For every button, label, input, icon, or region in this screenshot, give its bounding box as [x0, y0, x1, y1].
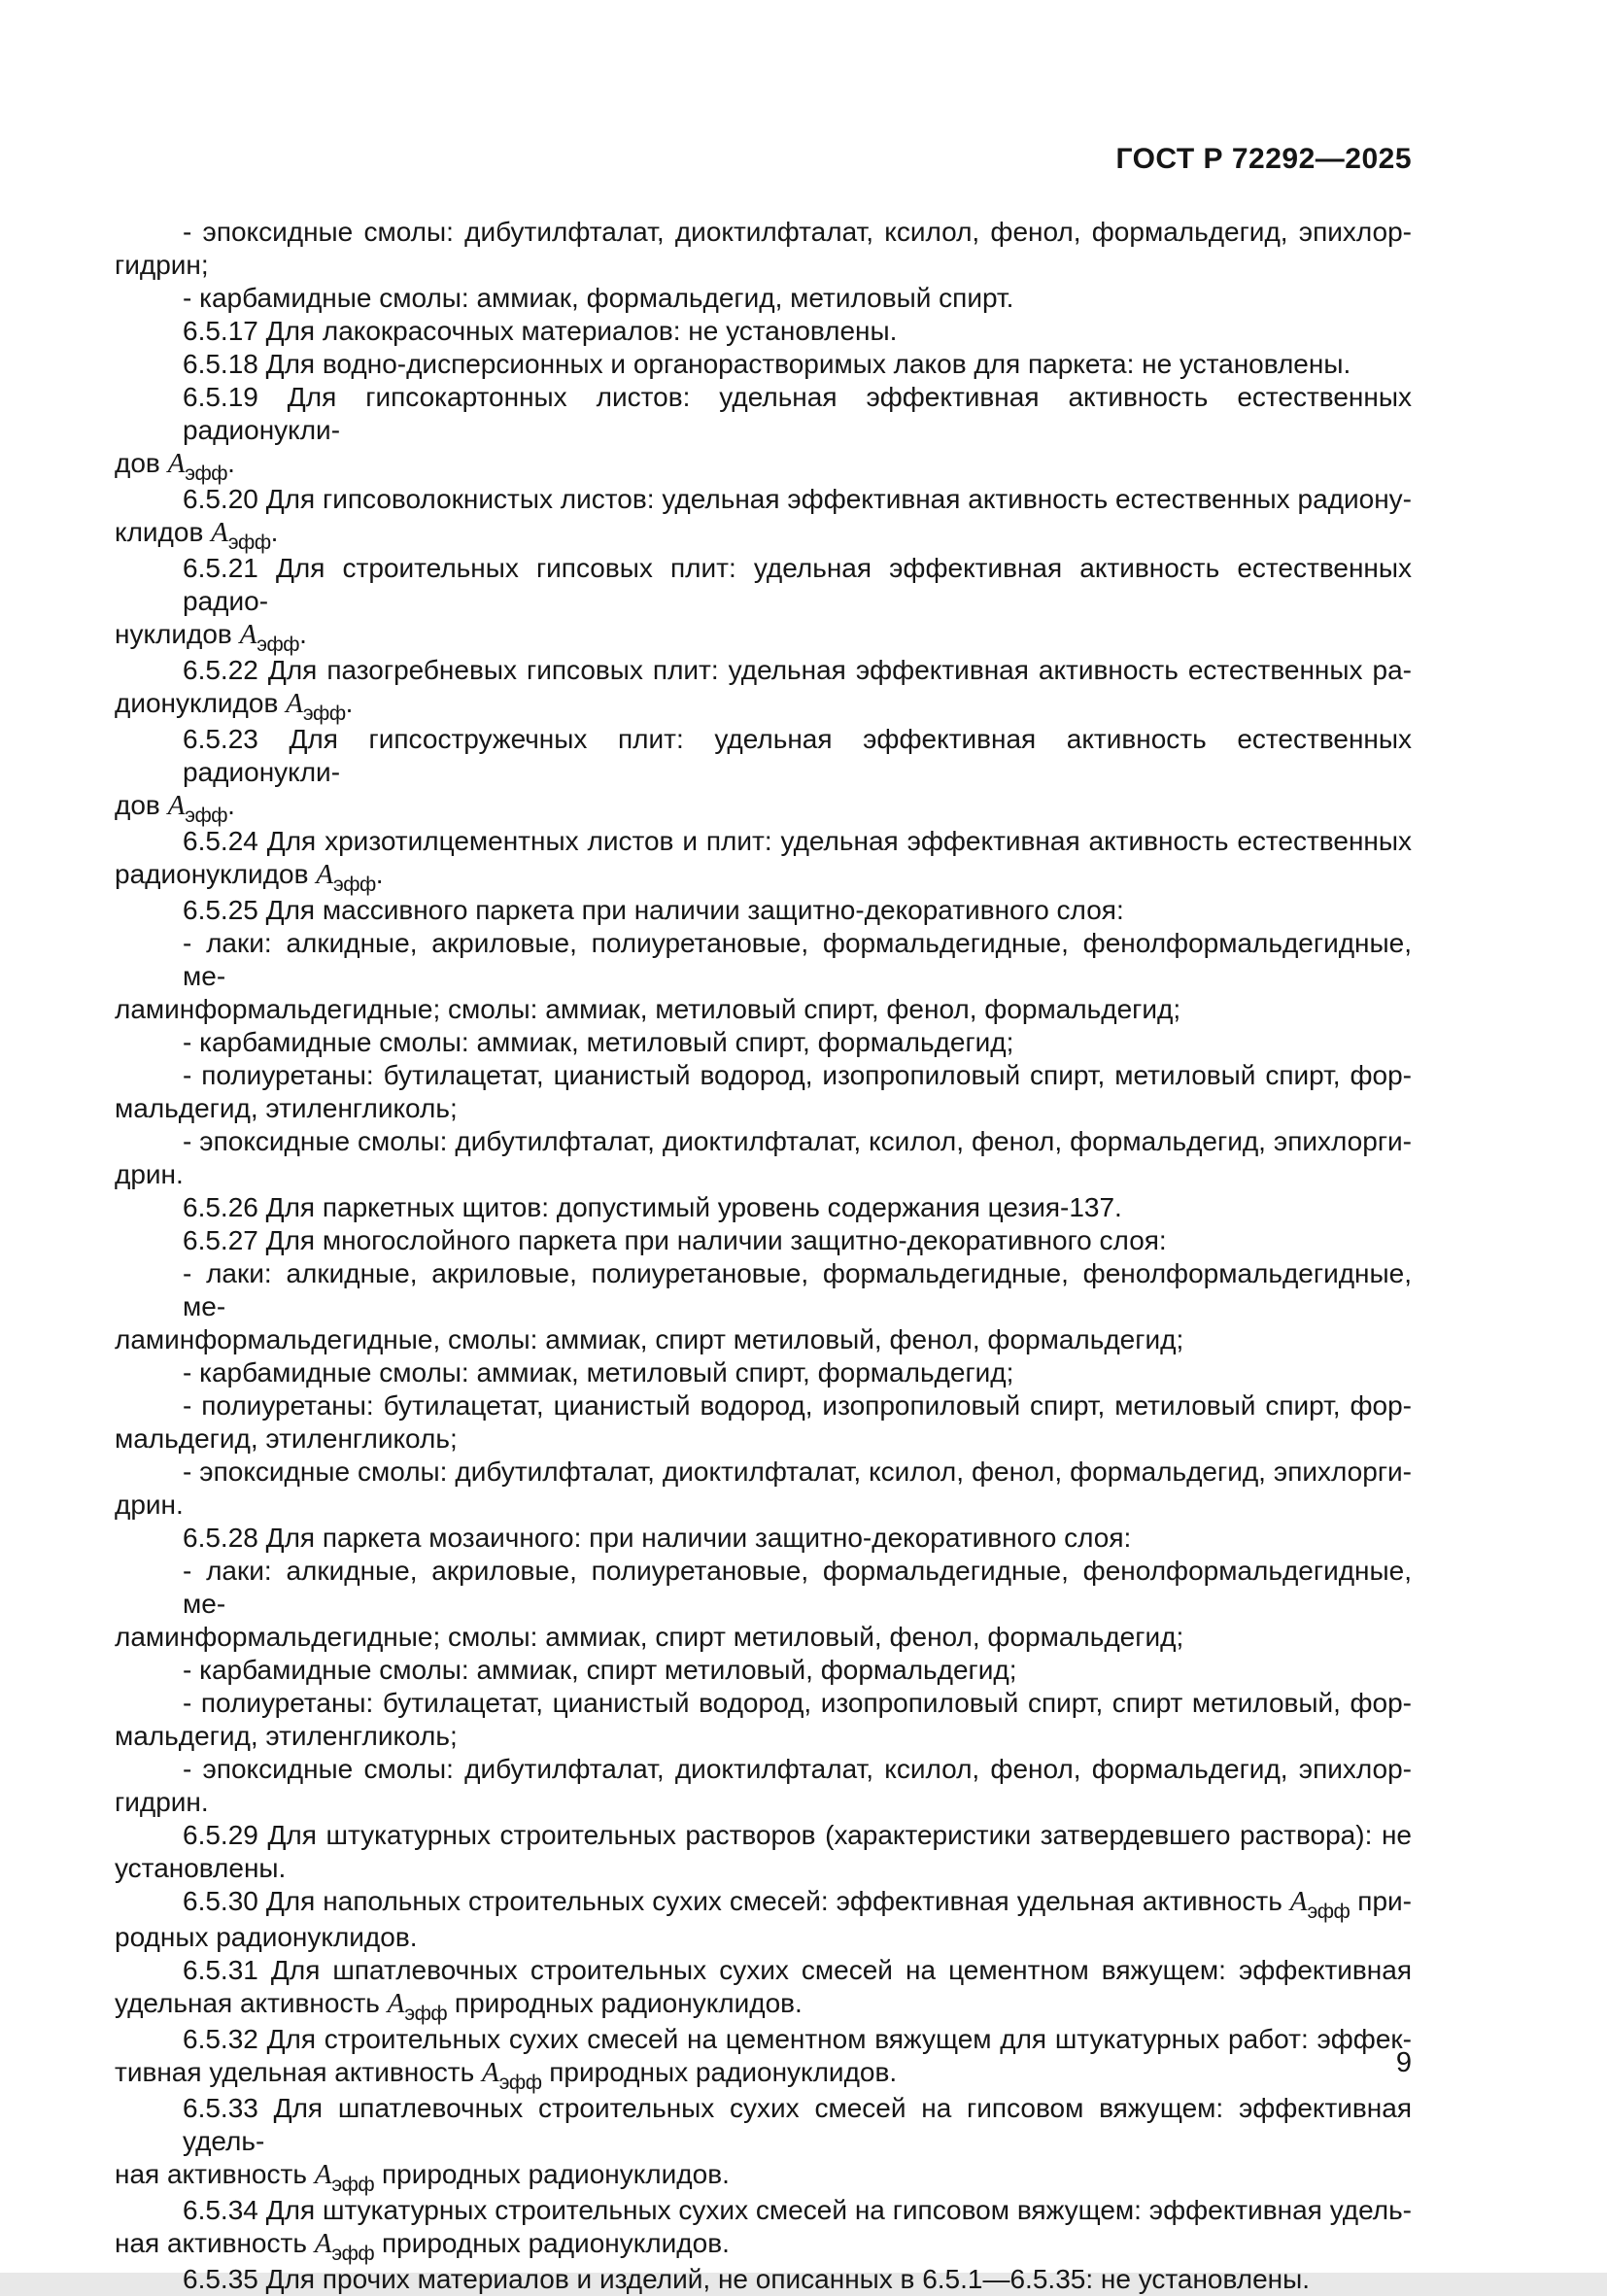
aeff-formula: $А_{эфф}$ [286, 688, 346, 725]
aeff-formula: $А_{эфф}$ [211, 517, 271, 554]
text-line: - карбамидные смолы: аммиак, спирт метиловый, формальдегид; [183, 1655, 1017, 1685]
text-line: гидрин; [115, 250, 209, 280]
text-line: - лаки: алкидные, акриловые, полиуретановые, формальдегидные, фенолформальдегидные, ме- [183, 1258, 1412, 1321]
text-line: - лаки: алкидные, акриловые, полиуретановые, формальдегидные, фенолформальдегидные, ме- [183, 1556, 1412, 1619]
text-line: установлены. [115, 1853, 287, 1883]
text-line: ламинформальдегидные, смолы: аммиак, спирт метиловый, фенол, формальдегид; [115, 1324, 1184, 1354]
text-line: 6.5.27 Для многослойного паркета при наличии защитно-декоративного слоя: [183, 1225, 1167, 1255]
text-line: 6.5.29 Для штукатурных строительных растворов (характеристики затвердевшего раствора): не [183, 1820, 1412, 1850]
text-line: ная активность $А_{эфф}$ природных радионуклидов. [115, 2228, 730, 2265]
text-line: радионуклидов $А_{эфф}$. [115, 859, 384, 896]
text-line: 6.5.34 Для штукатурных строительных сухих смесей на гипсовом вяжущем: эффективная удель- [183, 2195, 1412, 2225]
text-line: дов $А_{эфф}$. [115, 448, 235, 485]
text-line: родных радионуклидов. [115, 1922, 418, 1952]
aeff-formula: $А_{эфф}$ [239, 619, 300, 656]
text-line: - карбамидные смолы: аммиак, метиловый спирт, формальдегид; [183, 1357, 1014, 1388]
text-line: 6.5.26 Для паркетных щитов: допустимый уровень содержания цезия-137. [183, 1192, 1122, 1222]
text-line: дрин. [115, 1490, 184, 1520]
text-line: 6.5.24 Для хризотилцементных листов и плит: удельная эффективная активность естественных [183, 826, 1412, 856]
text-line: - полиуретаны: бутилацетат, цианистый водород, изопропиловый спирт, метиловый спирт, фор- [183, 1390, 1412, 1421]
document-body [115, 216, 1412, 2296]
text-line: 6.5.31 Для шпатлевочных строительных сухих смесей на цементном вяжущем: эффективная [183, 1955, 1412, 1985]
text-line: дов $А_{эфф}$. [115, 790, 235, 827]
text-line: нуклидов $А_{эфф}$. [115, 619, 307, 656]
aeff-formula: $А_{эфф}$ [167, 448, 228, 485]
text-line: 6.5.32 Для строительных сухих смесей на цементном вяжущем для штукатурных работ: эффек- [183, 2024, 1412, 2054]
text-line: 6.5.19 Для гипсокартонных листов: удельная эффективная активность естественных радионукли- [183, 382, 1412, 445]
text-line: 6.5.25 Для массивного паркета при наличии защитно-декоративного слоя: [183, 895, 1124, 925]
text-line: - карбамидные смолы: аммиак, метиловый спирт, формальдегид; [183, 1027, 1014, 1057]
text-line: - эпоксидные смолы: дибутилфталат, диоктилфталат, ксилол, фенол, формальдегид, эпихлор- [183, 217, 1412, 247]
text-line: 6.5.35 Для прочих материалов и изделий, не описанных в 6.5.1—6.5.35: не установлены. [183, 2264, 1311, 2294]
text-line: тивная удельная активность $А_{эфф}$ природных радионуклидов. [115, 2057, 898, 2094]
text-line: - полиуретаны: бутилацетат, цианистый водород, изопропиловый спирт, метиловый спирт, фор- [183, 1060, 1412, 1090]
text-line: ламинформальдегидные; смолы: аммиак, метиловый спирт, фенол, формальдегид; [115, 994, 1181, 1024]
text-line: 6.5.30 Для напольных строительных сухих смесей: эффективная удельная активность $А_{эфф}$ при- [183, 1886, 1412, 1923]
text-line: 6.5.18 Для водно-дисперсионных и органорастворимых лаков для паркета: не установлены. [183, 349, 1351, 379]
text-line: - эпоксидные смолы: дибутилфталат, диоктилфталат, ксилол, фенол, формальдегид, эпихлорги- [183, 1126, 1412, 1156]
text-line: - эпоксидные смолы: дибутилфталат, диоктилфталат, ксилол, фенол, формальдегид, эпихлорги- [183, 1456, 1412, 1487]
text-line: - эпоксидные смолы: дибутилфталат, диоктилфталат, ксилол, фенол, формальдегид, эпихлор- [183, 1754, 1412, 1784]
text-line: клидов $А_{эфф}$. [115, 517, 279, 554]
page-number: 9 [1395, 2047, 1412, 2078]
text-line: 6.5.17 Для лакокрасочных материалов: не установлены. [183, 316, 898, 346]
text-line: мальдегид, этиленгликоль; [115, 1093, 458, 1123]
aeff-formula: $А_{эфф}$ [314, 2159, 375, 2196]
text-line: 6.5.33 Для шпатлевочных строительных сухих смесей на гипсовом вяжущем: эффективная удель- [183, 2093, 1412, 2156]
aeff-formula: $А_{эфф}$ [314, 2228, 375, 2265]
text-line: удельная активность $А_{эфф}$ природных радионуклидов. [115, 1988, 803, 2025]
aeff-formula: $А_{эфф}$ [1289, 1886, 1351, 1923]
text-line: мальдегид, этиленгликоль; [115, 1721, 458, 1751]
text-line: мальдегид, этиленгликоль; [115, 1423, 458, 1454]
aeff-formula: $А_{эфф}$ [481, 2057, 542, 2094]
text-line: 6.5.20 Для гипсоволокнистых листов: удельная эффективная активность естественных радиону- [183, 484, 1412, 514]
text-line: ламинформальдегидные; смолы: аммиак, спирт метиловый, фенол, формальдегид; [115, 1622, 1184, 1652]
text-line: 6.5.22 Для пазогребневых гипсовых плит: удельная эффективная активность естественных ра- [183, 655, 1412, 685]
aeff-formula: $А_{эфф}$ [167, 790, 228, 827]
text-line: 6.5.28 Для паркета мозаичного: при наличии защитно-декоративного слоя: [183, 1523, 1132, 1553]
text-line: 6.5.21 Для строительных гипсовых плит: удельная эффективная активность естественных радио- [183, 553, 1412, 616]
aeff-formula: $А_{эфф}$ [316, 859, 376, 896]
aeff-formula: $А_{эфф}$ [387, 1988, 448, 2025]
text-line: ная активность $А_{эфф}$ природных радионуклидов. [115, 2159, 730, 2196]
text-line: - лаки: алкидные, акриловые, полиуретановые, формальдегидные, фенолформальдегидные, ме- [183, 928, 1412, 991]
text-line: дрин. [115, 1159, 184, 1189]
standard-number-header: ГОСТ Р 72292—2025 [1115, 143, 1412, 175]
text-line: гидрин. [115, 1787, 209, 1817]
text-line: - карбамидные смолы: аммиак, формальдегид, метиловый спирт. [183, 283, 1014, 313]
text-line: дионуклидов $А_{эфф}$. [115, 688, 354, 725]
text-line: - полиуретаны: бутилацетат, цианистый водород, изопропиловый спирт, спирт метиловый, фор- [183, 1688, 1412, 1718]
text-line: 6.5.23 Для гипсостружечных плит: удельная эффективная активность естественных радионукли- [183, 724, 1412, 787]
